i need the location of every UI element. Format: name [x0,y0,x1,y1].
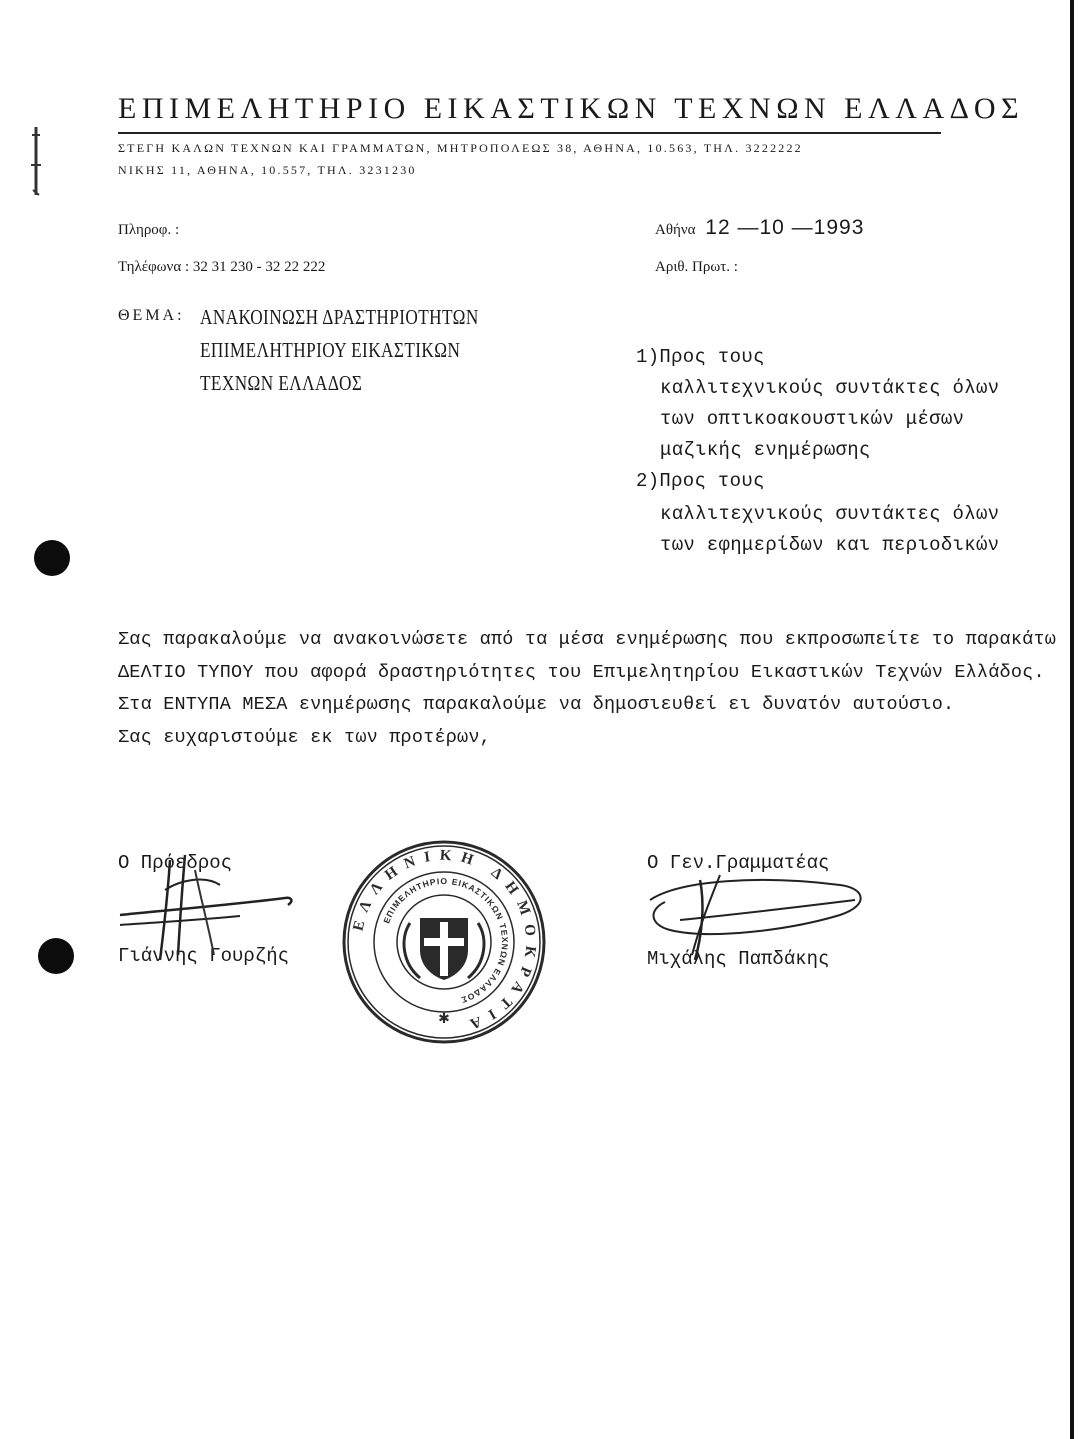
info-label: Πληροφ. : [118,222,180,238]
date-label: Αθήνα [655,222,696,238]
date-value: 12 —10 —1993 [705,216,865,239]
recipient-line: καλλιτεχνικούς συντάκτες όλων [660,377,1000,399]
secretary-name: Μιχάλης Παπδάκης [647,948,830,970]
letterhead-divider [118,132,941,134]
president-signature [110,850,320,970]
secretary-title: Ο Γεν.Γραμματέας [647,852,830,874]
punch-hole [38,938,74,974]
body-paragraph-line: Σας ευχαριστούμε εκ των προτέρων, [118,727,491,748]
svg-text:✱: ✱ [438,1011,450,1027]
recipient-line: 1)Προς τους [636,346,765,368]
phones-value: 32 31 230 - 32 22 222 [192,259,326,275]
letterhead-address-line-1: ΣΤΕΓΗ ΚΑΛΩΝ ΤΕΧΝΩΝ ΚΑΙ ΓΡΑΜΜΑΤΩΝ, ΜΗΤΡΟΠΟΛΕΩΣ 38, ΑΘΗΝΑ, 10.563, ΤΗΛ. 3222222 [118,141,803,155]
phones-label: Τηλέφωνα : [118,259,190,275]
subject-line: ΕΠΙΜΕΛΗΤΗΡΙΟΥ ΕΙΚΑΣΤΙΚΩΝ [200,338,461,362]
recipient-line: μαζικής ενημέρωσης [660,439,871,461]
scan-edge [1070,0,1074,1439]
punch-hole [34,540,70,576]
letterhead-address-line-2: ΝΙΚΗΣ 11, ΑΘΗΝΑ, 10.557, ΤΗΛ. 3231230 [118,163,417,177]
recipient-line: καλλιτεχνικούς συντάκτες όλων [660,503,1000,525]
protocol-label: Αριθ. Πρωτ. : [655,259,738,275]
body-paragraph-line: ΔΕΛΤΙΟ ΤΥΠΟΥ που αφορά δραστηριότητες του Επιμελητηρίου Εικαστικών Τεχνών Ελλάδος. [118,662,1045,683]
official-seal [340,838,548,1046]
letterhead-title: ΕΠΙΜΕΛΗΤΗΡΙΟ ΕΙΚΑΣΤΙΚΩΝ ΤΕΧΝΩΝ ΕΛΛΑΔΟΣ [118,92,1025,125]
svg-text:ΕΠΙΜΕΛΗΤΗΡΙΟ ΕΙΚΑΣΤΙΚΩΝ ΤΕΧΝΩΝ: ΕΠΙΜΕΛΗΤΗΡΙΟ ΕΙΚΑΣΤΙΚΩΝ ΤΕΧΝΩΝ ΕΛΛΑΔΟΣ [381,875,511,1006]
body-paragraph-line: Στα ΕΝΤΥΠΑ ΜΕΣΑ ενημέρωσης παρακαλούμε να δημοσιευθεί ει δυνατόν αυτούσιο. [118,694,955,715]
recipient-line: 2)Προς τους [636,470,765,492]
recipient-line: των οπτικοακουστικών μέσων [660,408,965,430]
subject-line: ΑΝΑΚΟΙΝΩΣΗ ΔΡΑΣΤΗΡΙΟΤΗΤΩΝ [200,305,479,329]
body-paragraph-line: Σας παρακαλούμε να ανακοινώσετε από τα μέσα ενημέρωσης που εκπροσωπείτε το παρακάτω [118,629,1057,650]
secretary-signature [640,860,880,970]
phones-row [118,259,325,276]
subject-line: ΤΕΧΝΩΝ ΕΛΛΑΔΟΣ [200,371,363,395]
president-title: Ο Πρόεδρος [118,852,233,874]
svg-text:ΕΛΛΗΝΙΚΗ ΔΗΜΟΚΡΑΤΙΑ: ΕΛΛΗΝΙΚΗ ΔΗΜΟΚΡΑΤΙΑ [350,847,539,1035]
staple-mark [26,125,46,200]
recipient-line: των εφημερίδων και περιοδικών [660,534,1000,556]
subject-label: ΘΕΜΑ: [118,307,185,324]
date-row [655,216,864,240]
president-name: Γιάννης Γουρζής [118,945,290,967]
